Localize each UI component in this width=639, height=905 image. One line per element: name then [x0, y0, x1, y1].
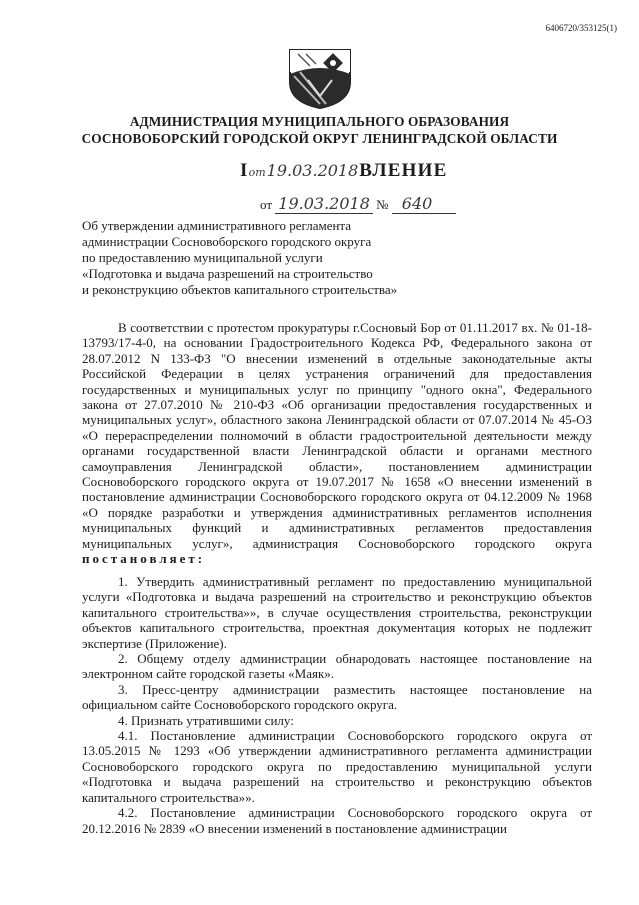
preamble-paragraph [82, 320, 592, 567]
subject-block [82, 218, 482, 298]
number-label: № [376, 197, 389, 212]
handwritten-date: 19.03.2018 [275, 194, 373, 214]
subject-line: «Подготовка и выдача разрешений на строительство [82, 266, 373, 281]
title-prefix: I [240, 160, 249, 181]
preamble-text: В соответствии с протестом прокуратуры г.Сосновый Бор от 01.11.2017 вх. № 01-18-13793/17-4-0, на основании Градостроительного Кодекса РФ, Федерального закона от 28.07.2012 N 133-ФЗ "О внесении изменений в отдельные законодательные акты Российской Федерации в целях устранения ограничений для предоставления государственных и муниципальных услуг по принципу "одного окна", Федерального закона от 27.07.2010 № 210-ФЗ «Об организации предоставления государственных и муниципальных услуг», областного закона Ленинградской области от 07.07.2014 № 45-ОЗ «О перераспределении полномочий в области градостроительной деятельности между органами государственной власти Ленинградской области и органами местного самоуправления Ленинградской области», постановлением администрации Сосновоборского городского округа от 19.07.2017 № 1658 «О внесении изменений в постановление администрации Сосновоборского городского округа от 04.12.2009 № 1968 «О порядке разработки и утверждения административных регламентов исполнения муниципальных функций и административных регламентов предоставления муниципальных услуг», администрация Сосновоборского городского округа [82, 320, 592, 551]
list-item: 4. Признать утратившими силу: [118, 712, 294, 728]
date-number-line [260, 194, 456, 214]
list-item: 1. Утвердить административный регламент по предоставлению муниципальной услуги «Подготовка и выдача разрешений на строительство и реконструкцию объектов капитального строительства»», в случае осуществления строительства, реконструкции объектов капитального строительства, проектная документация которых не подлежит экспертизе (Приложение). [82, 574, 592, 651]
subject-line: Об утверждении административного регламента [82, 218, 352, 233]
title-suffix: ВЛЕНИЕ [359, 160, 448, 181]
decree-word: постановляет: [82, 551, 206, 567]
list-item: 4.2. Постановление администрации Сосновоборского городского округа от 20.12.2016 № 2839 «О внесении изменений в постановление администрации [82, 805, 592, 836]
subject-line: администрации Сосновоборского городского округа [82, 234, 372, 249]
list-item: 4.1. Постановление администрации Сосновоборского городского округа от 13.05.2015 № 1293 «Об утверждении административного регламента администрации Сосновоборского городского округа по предоставлению муниципальной услуги «Подготовка и выдача разрешений на строительство и реконструкцию объектов капитального строительства»». [82, 728, 592, 805]
subject-line: и реконструкцию объектов капитального строительства» [82, 282, 398, 297]
document-number: 6406720/353125(1) [545, 23, 617, 33]
list-item: 2. Общему отделу администрации обнародовать настоящее постановление на электронном сайте городской газеты «Маяк». [82, 651, 592, 682]
handwritten-number: 640 [392, 194, 457, 214]
date-from-label: от [260, 197, 273, 212]
organization-line-1: АДМИНИСТРАЦИЯ МУНИЦИПАЛЬНОГО ОБРАЗОВАНИЯ [129, 114, 510, 129]
title-from-small: от [248, 166, 266, 179]
subject-line: по предоставлению муниципальной услуги [82, 250, 323, 265]
coat-of-arms-emblem [286, 46, 354, 115]
title-handwritten-date: 19.03.2018 [266, 161, 359, 180]
organization-line-2: СОСНОВОБОРСКИЙ ГОРОДСКОЙ ОКРУГ ЛЕНИНГРАДСКОЙ ОБЛАСТИ [81, 131, 558, 146]
list-item: 3. Пресс-центру администрации разместить настоящее постановление на официальном сайте Сосновоборского городского округа. [82, 681, 592, 713]
document-title [240, 160, 448, 182]
resolution-items [82, 574, 592, 836]
